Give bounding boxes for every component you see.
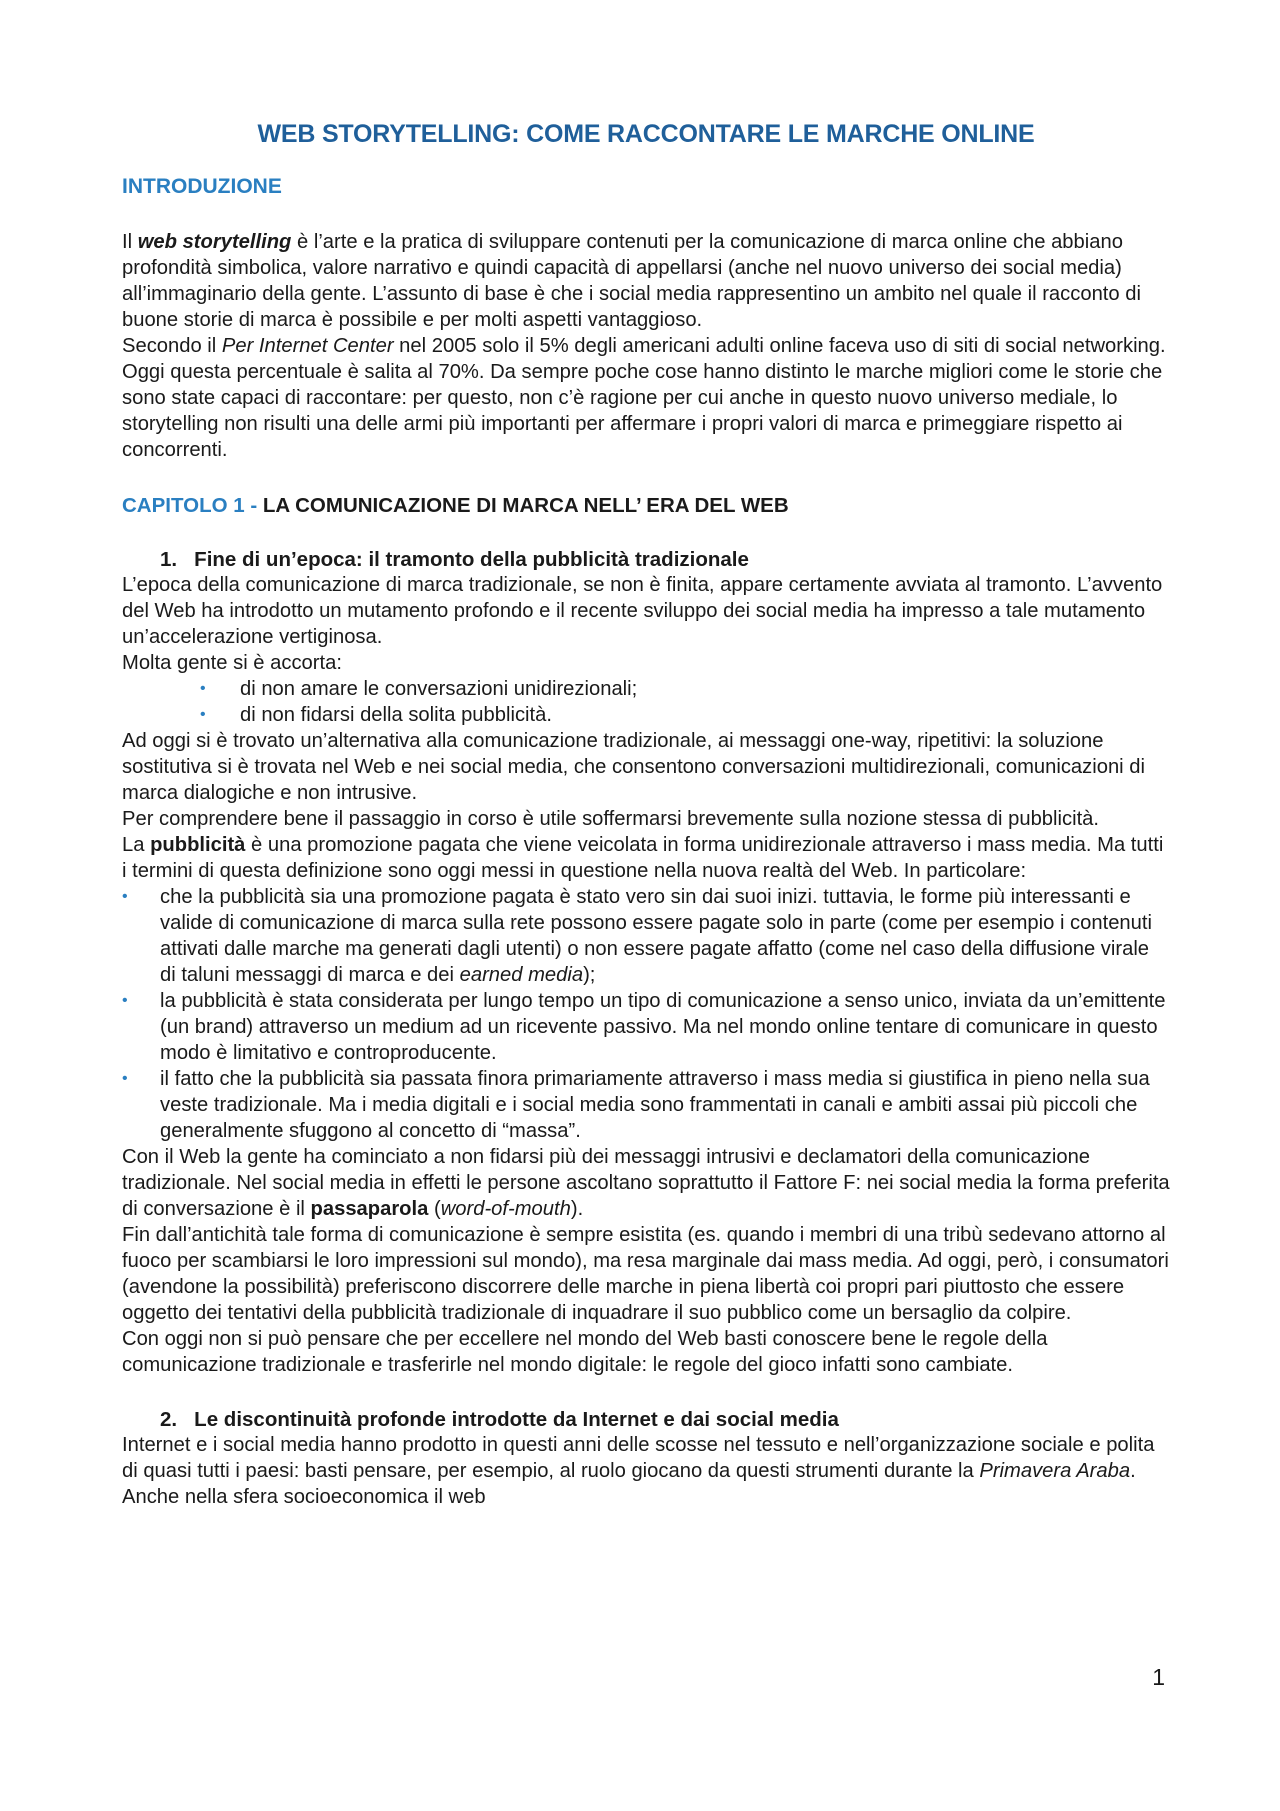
bullet-icon: • (200, 680, 206, 697)
intro-paragraph-1: Il web storytelling è l’arte e la pratica di sviluppare contenuti per la comunicazione di marca online che abbiano profondità simbolica, valore narrativo e quindi capacità di appellarsi (anche nel nuovo universo dei social media) all’immaginario della gente. L’assunto di base è che i social media rappresentino un ambito nel quale il racconto di buone storie di marca è possibile e per molti aspetti vantaggioso. (122, 231, 1141, 331)
section-2-paragraph-1: Internet e i social media hanno prodotto in questi anni delle scosse nel tessuto e nell’organizzazione sociale e polita di quasi tutti i paesi: basti pensare, per esempio, al ruolo giocano da questi strumenti durante la Primavera Araba. Anche nella sfera socioeconomica il web (122, 1434, 1155, 1508)
document-page (122, 120, 1170, 1510)
section-1-paragraph-2: Molta gente si è accorta: (122, 652, 342, 674)
section-1-paragraph-5: La pubblicità è una promozione pagata che viene veicolata in forma unidirezionale attraverso i mass media. Ma tutti i termini di questa definizione sono oggi messi in questione nella nuova realtà del Web. In particolare: (122, 834, 1164, 882)
bullet-icon: • (200, 706, 206, 723)
bullet-list (122, 884, 1170, 1144)
section-1-paragraph-8: Con oggi non si può pensare che per eccellere nel mondo del Web basti conoscere bene le regole della comunicazione tradizionale e trasferirle nel mondo digitale: le regole del gioco infatti sono cambiate. (122, 1328, 1048, 1376)
intro-heading: INTRODUZIONE (122, 175, 282, 198)
section-1-paragraph-3: Ad oggi si è trovato un’alternativa alla comunicazione tradizionale, ai messaggi one-way, ripetitivi: la soluzione sostitutiva si è trovata nel Web e nei social media, che consentono conversazioni multidirezionali, comunicazioni di marca dialogiche e non intrusive. (122, 730, 1145, 804)
section-1-paragraph-7: Fin dall’antichità tale forma di comunicazione è sempre esistita (es. quando i membri di una tribù sedevano attorno al fuoco per scambiarsi le loro impressioni sul mondo), ma resa marginale dai mass media. Ad oggi, però, i consumatori (avendone la possibilità) preferiscono discorrere delle marche in piena libertà coi propri pari piuttosto che essere oggetto dei tentativi della pubblicità tradizionale di inquadrare il suo pubblico come un bersaglio da colpire. (122, 1224, 1169, 1324)
list-item: • che la pubblicità sia una promozione pagata è stato vero sin dai suoi inizi. tuttavia, le forme più interessanti e valide di comunicazione di marca sulla rete possono essere pagate solo in parte (come per esempio i contenuti attivati dalle marche ma generati dagli utenti) o non essere pagate affatto (come nel caso della diffusione virale di taluni messaggi di marca e dei earned media); (122, 886, 1152, 986)
intro-paragraph-2: Secondo il Per Internet Center nel 2005 solo il 5% degli americani adulti online faceva uso di siti di social networking. Oggi questa percentuale è salita al 70%. Da sempre poche cose hanno distinto le marche migliori come le storie che sono state capaci di raccontare: per questo, non c’è ragione per cui anche in questo nuovo universo mediale, lo storytelling non risulti una delle armi più importanti per affermare i propri valori di marca e primeggiare rispetto ai concorrenti. (122, 335, 1166, 461)
section-1-heading: 1. Fine di un’epoca: il tramonto della pubblicità tradizionale (160, 548, 749, 571)
section-1-paragraph-6: Con il Web la gente ha cominciato a non fidarsi più dei messaggi intrusivi e declamatori della comunicazione tradizionale. Nel social media in effetti le persone ascoltano soprattutto il Fattore F: nei social media la forma preferita di conversazione è il passaparola (word-of-mouth). (122, 1146, 1170, 1220)
list-item: • il fatto che la pubblicità sia passata finora primariamente attraverso i mass media si giustifica in pieno nella sua veste tradizionale. Ma i media digitali e i social media sono frammentati in canali e ambiti assai più piccoli che generalmente sfuggono al concetto di “massa”. (122, 1068, 1150, 1142)
bullet-icon: • (122, 888, 128, 905)
bullet-icon: • (122, 1070, 128, 1087)
page-number: 1 (1152, 1664, 1165, 1690)
sub-bullet-list (122, 676, 1170, 728)
chapter-heading: CAPITOLO 1 - LA COMUNICAZIONE DI MARCA NELL’ ERA DEL WEB (122, 494, 789, 517)
term-web-storytelling: web storytelling (137, 231, 292, 253)
document-title: WEB STORYTELLING: COME RACCONTARE LE MARCHE ONLINE (257, 120, 1035, 148)
section-1-paragraph-1: L’epoca della comunicazione di marca tradizionale, se non è finita, appare certamente avviata al tramonto. L’avvento del Web ha introdotto un mutamento profondo e il recente sviluppo dei social media ha impresso a tale mutamento un’accelerazione vertiginosa. (122, 574, 1163, 648)
section-2-heading: 2. Le discontinuità profonde introdotte da Internet e dai social media (160, 1408, 839, 1431)
section-1-paragraph-4: Per comprendere bene il passaggio in corso è utile soffermarsi brevemente sulla nozione stessa di pubblicità. (122, 808, 1100, 830)
bullet-icon: • (122, 992, 128, 1009)
list-item: • la pubblicità è stata considerata per lungo tempo un tipo di comunicazione a senso unico, inviata da un’emittente (un brand) attraverso un medium ad un ricevente passivo. Ma nel mondo online tentare di comunicare in questo modo è limitativo e controproducente. (122, 990, 1166, 1064)
list-item: • di non fidarsi della solita pubblicità. (200, 704, 552, 726)
list-item: • di non amare le conversazioni unidirezionali; (200, 678, 638, 700)
